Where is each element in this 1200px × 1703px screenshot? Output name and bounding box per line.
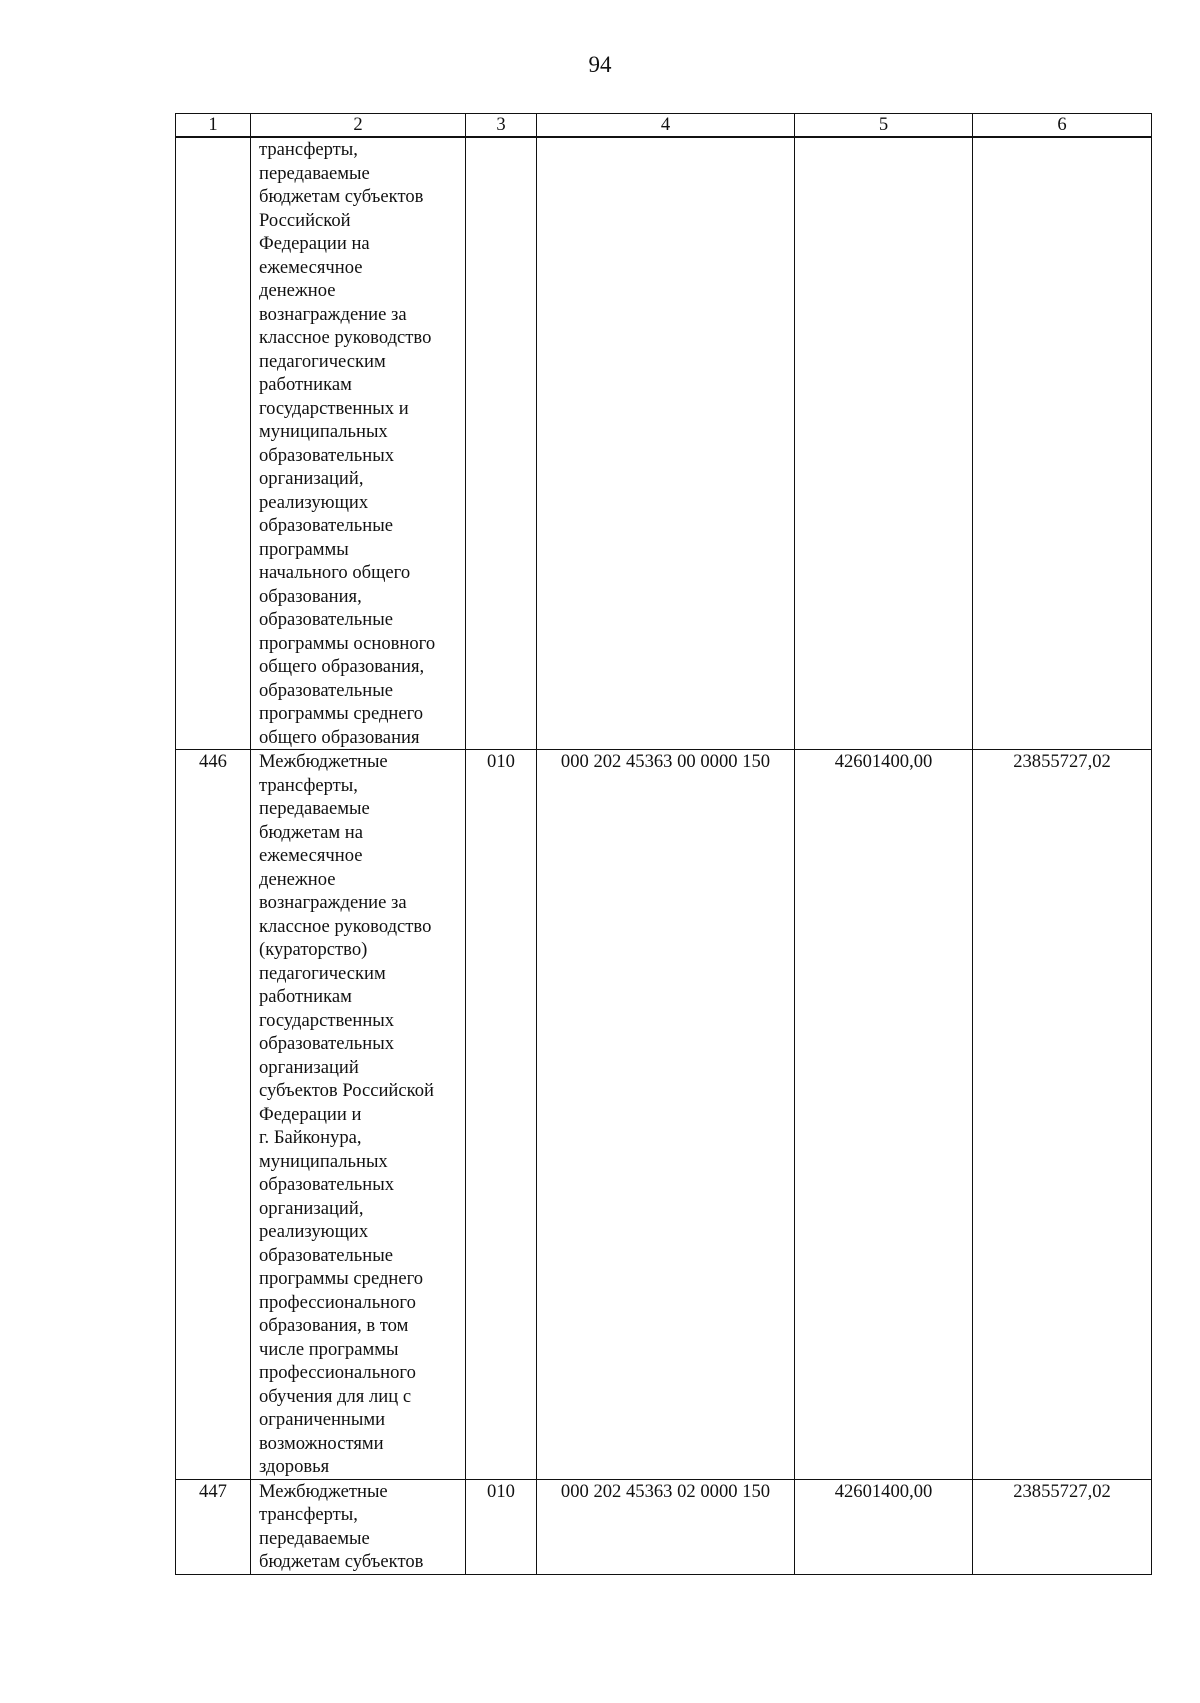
indicator-name-line: здоровья — [259, 1456, 330, 1477]
indicator-name-line: организаций — [259, 1056, 359, 1078]
executed-amount-cell: 23855727,02 — [973, 750, 1152, 1480]
admin-code-cell: 010 — [466, 750, 537, 1480]
indicator-name-line: профессионального — [259, 1291, 416, 1313]
indicator-name-cell — [251, 1479, 466, 1574]
column-header-4: 4 — [537, 114, 795, 138]
indicator-name-line: муниципальных — [259, 421, 388, 442]
page-number: 94 — [588, 52, 612, 77]
indicator-name-line: реализующих — [259, 1221, 369, 1242]
budget-classification-code-cell — [537, 137, 795, 750]
indicator-name-line: Федерации на — [259, 233, 370, 254]
indicator-name-line: бюджетам субъектов — [259, 1551, 424, 1572]
indicator-name-line: г. Байконура, — [259, 1127, 362, 1148]
indicator-name-cell — [251, 750, 466, 1480]
indicator-name-line: начального общего — [259, 562, 411, 583]
indicator-name-line: педагогическим — [259, 350, 386, 372]
row-number-cell: 446 — [176, 750, 251, 1480]
indicator-name-line: профессионального — [259, 1362, 416, 1383]
indicator-name-line: образовательных — [259, 444, 395, 466]
indicator-name-line: программы среднего — [259, 1268, 424, 1289]
indicator-name-line: общего образования — [259, 726, 420, 748]
planned-amount-cell: 42601400,00 — [795, 1479, 973, 1574]
table-row — [176, 1479, 1152, 1574]
indicator-name-line: образовательные — [259, 1244, 393, 1266]
indicator-name-line: программы основного — [259, 632, 436, 654]
executed-amount-cell: 23855727,02 — [973, 1479, 1152, 1574]
indicator-name-line: обучения для лиц с — [259, 1385, 412, 1407]
indicator-name-line: организаций, — [259, 468, 364, 489]
budget-table — [175, 113, 1152, 1575]
indicator-name-line: государственных и — [259, 397, 409, 419]
indicator-name-line: образовательных — [259, 1174, 395, 1195]
row-number-cell — [176, 137, 251, 750]
indicator-name-line: трансферты, — [259, 774, 358, 796]
indicator-name-line: педагогическим — [259, 962, 386, 984]
indicator-name-line: передаваемые — [259, 1527, 370, 1549]
indicator-name-line: классное руководство — [259, 327, 432, 348]
planned-amount-cell — [795, 137, 973, 750]
indicator-name-line: реализующих — [259, 491, 369, 513]
indicator-name-line: трансферты, — [259, 1504, 358, 1525]
indicator-name-line: государственных — [259, 1009, 395, 1031]
column-header-6: 6 — [973, 114, 1152, 138]
indicator-name-line: вознаграждение за — [259, 892, 407, 913]
indicator-name-line: образования, в том — [259, 1315, 409, 1336]
indicator-name-line: работникам — [259, 374, 352, 395]
indicator-name-cell — [251, 137, 466, 750]
budget-classification-code-cell: 000 202 45363 00 0000 150 — [537, 750, 795, 1480]
indicator-name-line: образовательных — [259, 1033, 395, 1054]
indicator-name-line: (кураторство) — [259, 939, 368, 960]
indicator-name-line: Российской — [259, 209, 351, 231]
table-row — [176, 750, 1152, 1480]
planned-amount-cell: 42601400,00 — [795, 750, 973, 1480]
indicator-name-line: Межбюджетные — [259, 751, 388, 772]
indicator-name-line: бюджетам субъектов — [259, 186, 424, 207]
table-body — [176, 137, 1152, 1574]
indicator-name-line: ежемесячное — [259, 845, 363, 866]
indicator-name-line: организаций, — [259, 1197, 364, 1219]
executed-amount-cell — [973, 137, 1152, 750]
indicator-name-line: муниципальных — [259, 1150, 388, 1172]
indicator-name-line: Межбюджетные — [259, 1480, 388, 1502]
admin-code-cell: 010 — [466, 1479, 537, 1574]
indicator-name-line: возможностями — [259, 1432, 384, 1454]
indicator-name-line: денежное — [259, 280, 336, 301]
indicator-name-line: передаваемые — [259, 798, 370, 819]
indicator-name-line: ежемесячное — [259, 256, 363, 278]
column-header-2: 2 — [251, 114, 466, 138]
indicator-name-line: ограниченными — [259, 1409, 386, 1430]
indicator-name-line: числе программы — [259, 1338, 399, 1360]
indicator-name-line: работникам — [259, 986, 352, 1007]
column-header-5: 5 — [795, 114, 973, 138]
indicator-name-line: образовательные — [259, 515, 393, 536]
indicator-name-line: вознаграждение за — [259, 303, 407, 325]
column-header-1: 1 — [176, 114, 251, 138]
column-header-3: 3 — [466, 114, 537, 138]
header-row — [176, 114, 1152, 138]
indicator-name-line: образовательные — [259, 609, 393, 630]
indicator-name-line: денежное — [259, 868, 336, 890]
indicator-name-line: трансферты, — [259, 139, 358, 160]
budget-classification-code-cell: 000 202 45363 02 0000 150 — [537, 1479, 795, 1574]
indicator-name-line: программы среднего — [259, 703, 424, 724]
indicator-name-line: передаваемые — [259, 162, 370, 184]
indicator-name-line: программы — [259, 538, 349, 560]
indicator-name-line: субъектов Российской — [259, 1080, 434, 1101]
admin-code-cell — [466, 137, 537, 750]
indicator-name-line: образовательные — [259, 679, 393, 701]
row-number-cell: 447 — [176, 1479, 251, 1574]
indicator-name-line: общего образования, — [259, 656, 425, 677]
indicator-name-line: классное руководство — [259, 915, 432, 937]
indicator-name-line: образования, — [259, 585, 362, 607]
table-row — [176, 137, 1152, 750]
indicator-name-line: Федерации и — [259, 1103, 362, 1125]
indicator-name-line: бюджетам на — [259, 821, 363, 843]
